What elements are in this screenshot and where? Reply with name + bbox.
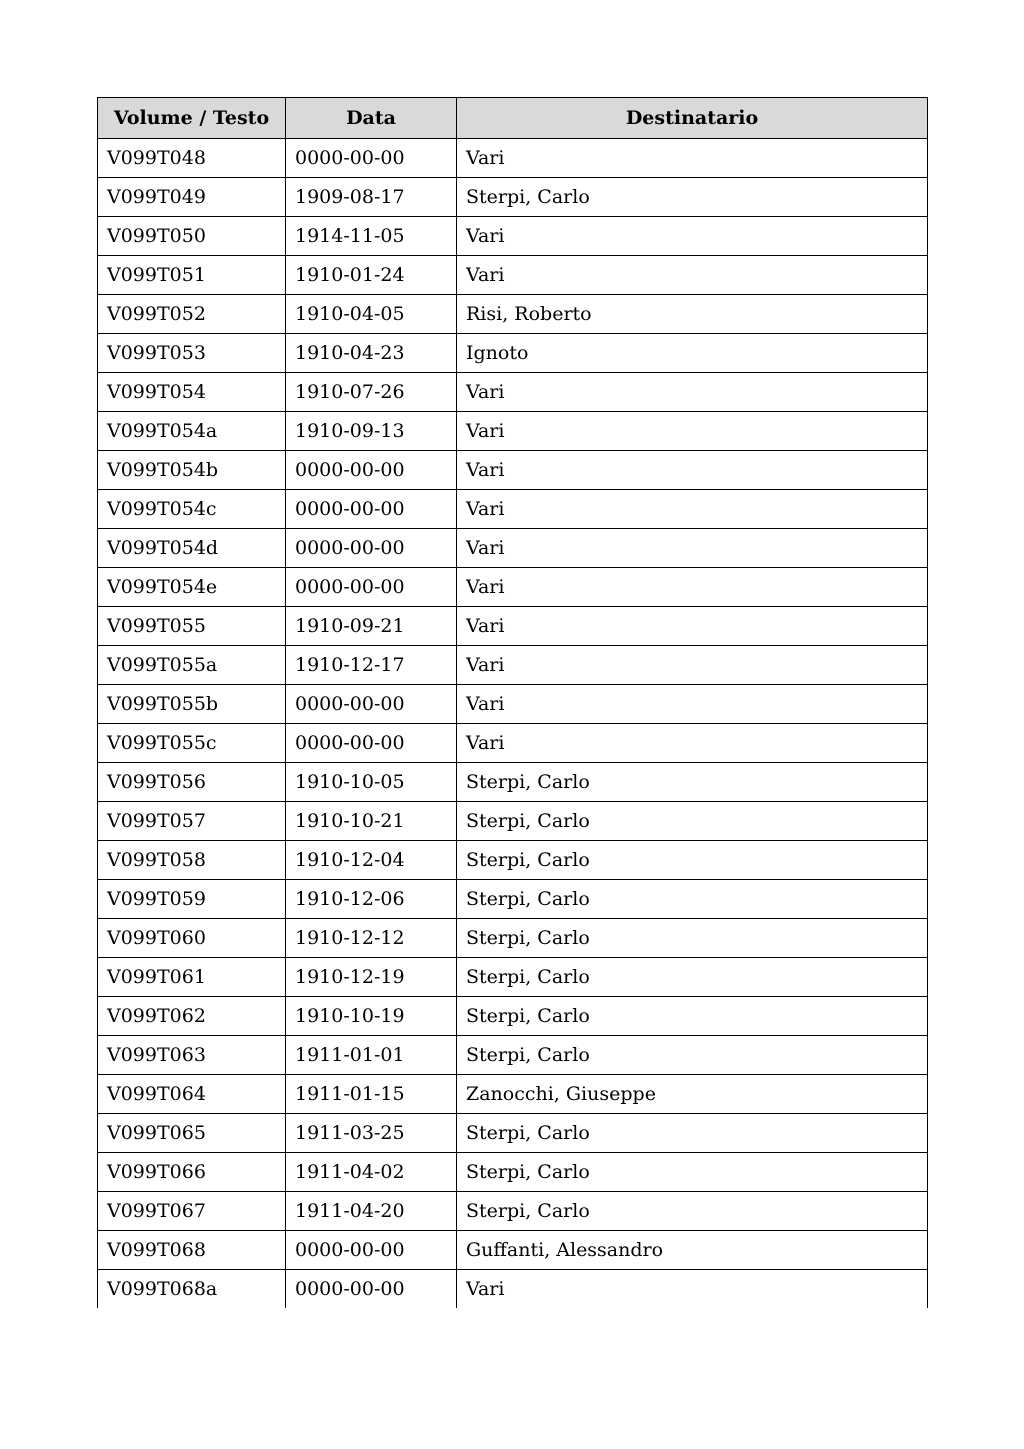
cell-volume-testo: V099T052 bbox=[98, 295, 286, 334]
cell-data: 0000-00-00 bbox=[286, 724, 457, 763]
table-row bbox=[98, 451, 928, 490]
table-row bbox=[98, 646, 928, 685]
table-row bbox=[98, 373, 928, 412]
table-row bbox=[98, 1192, 928, 1231]
table-row bbox=[98, 997, 928, 1036]
table-header-row bbox=[98, 98, 928, 139]
cell-data: 1910-10-19 bbox=[286, 997, 457, 1036]
cell-data: 0000-00-00 bbox=[286, 685, 457, 724]
cell-volume-testo: V099T060 bbox=[98, 919, 286, 958]
cell-volume-testo: V099T054a bbox=[98, 412, 286, 451]
cell-destinatario: Vari bbox=[457, 607, 928, 646]
cell-data: 0000-00-00 bbox=[286, 1270, 457, 1309]
cell-destinatario: Sterpi, Carlo bbox=[457, 1114, 928, 1153]
cell-destinatario: Vari bbox=[457, 1270, 928, 1309]
table-row bbox=[98, 1270, 928, 1309]
cell-volume-testo: V099T063 bbox=[98, 1036, 286, 1075]
cell-destinatario: Sterpi, Carlo bbox=[457, 178, 928, 217]
cell-volume-testo: V099T049 bbox=[98, 178, 286, 217]
table-row bbox=[98, 1114, 928, 1153]
cell-data: 0000-00-00 bbox=[286, 139, 457, 178]
cell-data: 1910-09-13 bbox=[286, 412, 457, 451]
cell-destinatario: Vari bbox=[457, 724, 928, 763]
cell-volume-testo: V099T054e bbox=[98, 568, 286, 607]
table-row bbox=[98, 295, 928, 334]
cell-destinatario: Vari bbox=[457, 568, 928, 607]
table-row bbox=[98, 919, 928, 958]
cell-destinatario: Vari bbox=[457, 685, 928, 724]
cell-data: 1910-12-19 bbox=[286, 958, 457, 997]
cell-volume-testo: V099T062 bbox=[98, 997, 286, 1036]
cell-data: 1911-04-20 bbox=[286, 1192, 457, 1231]
cell-data: 1911-03-25 bbox=[286, 1114, 457, 1153]
cell-volume-testo: V099T065 bbox=[98, 1114, 286, 1153]
cell-data: 1914-11-05 bbox=[286, 217, 457, 256]
table-row bbox=[98, 841, 928, 880]
cell-volume-testo: V099T048 bbox=[98, 139, 286, 178]
cell-destinatario: Risi, Roberto bbox=[457, 295, 928, 334]
cell-volume-testo: V099T055 bbox=[98, 607, 286, 646]
column-header-destinatario: Destinatario bbox=[457, 98, 928, 139]
cell-destinatario: Sterpi, Carlo bbox=[457, 997, 928, 1036]
cell-volume-testo: V099T054b bbox=[98, 451, 286, 490]
cell-destinatario: Sterpi, Carlo bbox=[457, 1036, 928, 1075]
document-page bbox=[97, 97, 927, 1308]
table-body bbox=[98, 139, 928, 1309]
cell-volume-testo: V099T055b bbox=[98, 685, 286, 724]
cell-volume-testo: V099T053 bbox=[98, 334, 286, 373]
table-row bbox=[98, 1036, 928, 1075]
cell-destinatario: Vari bbox=[457, 529, 928, 568]
table-row bbox=[98, 1153, 928, 1192]
table-row bbox=[98, 217, 928, 256]
cell-data: 1910-12-06 bbox=[286, 880, 457, 919]
table-row bbox=[98, 685, 928, 724]
cell-destinatario: Vari bbox=[457, 646, 928, 685]
cell-destinatario: Sterpi, Carlo bbox=[457, 763, 928, 802]
column-header-volume-testo: Volume / Testo bbox=[98, 98, 286, 139]
table-row bbox=[98, 802, 928, 841]
cell-data: 1910-10-05 bbox=[286, 763, 457, 802]
cell-destinatario: Sterpi, Carlo bbox=[457, 1192, 928, 1231]
cell-data: 0000-00-00 bbox=[286, 490, 457, 529]
cell-destinatario: Vari bbox=[457, 490, 928, 529]
cell-destinatario: Sterpi, Carlo bbox=[457, 1153, 928, 1192]
cell-data: 1911-01-01 bbox=[286, 1036, 457, 1075]
table-row bbox=[98, 490, 928, 529]
cell-volume-testo: V099T056 bbox=[98, 763, 286, 802]
cell-data: 1910-04-05 bbox=[286, 295, 457, 334]
cell-destinatario: Sterpi, Carlo bbox=[457, 919, 928, 958]
table-row bbox=[98, 958, 928, 997]
table-row bbox=[98, 607, 928, 646]
cell-data: 0000-00-00 bbox=[286, 451, 457, 490]
cell-destinatario: Sterpi, Carlo bbox=[457, 841, 928, 880]
cell-destinatario: Sterpi, Carlo bbox=[457, 958, 928, 997]
cell-volume-testo: V099T059 bbox=[98, 880, 286, 919]
cell-data: 1910-07-26 bbox=[286, 373, 457, 412]
cell-data: 1910-04-23 bbox=[286, 334, 457, 373]
cell-volume-testo: V099T068 bbox=[98, 1231, 286, 1270]
cell-volume-testo: V099T068a bbox=[98, 1270, 286, 1309]
table-row bbox=[98, 1231, 928, 1270]
table-row bbox=[98, 412, 928, 451]
cell-data: 1910-12-17 bbox=[286, 646, 457, 685]
cell-destinatario: Vari bbox=[457, 451, 928, 490]
cell-volume-testo: V099T057 bbox=[98, 802, 286, 841]
table-row bbox=[98, 724, 928, 763]
cell-volume-testo: V099T067 bbox=[98, 1192, 286, 1231]
cell-volume-testo: V099T061 bbox=[98, 958, 286, 997]
cell-volume-testo: V099T064 bbox=[98, 1075, 286, 1114]
cell-data: 1911-04-02 bbox=[286, 1153, 457, 1192]
table-row bbox=[98, 1075, 928, 1114]
cell-volume-testo: V099T051 bbox=[98, 256, 286, 295]
cell-destinatario: Vari bbox=[457, 256, 928, 295]
table-row bbox=[98, 139, 928, 178]
cell-volume-testo: V099T055a bbox=[98, 646, 286, 685]
cell-data: 1909-08-17 bbox=[286, 178, 457, 217]
cell-destinatario: Guffanti, Alessandro bbox=[457, 1231, 928, 1270]
cell-data: 1910-09-21 bbox=[286, 607, 457, 646]
column-header-data: Data bbox=[286, 98, 457, 139]
table-row bbox=[98, 568, 928, 607]
cell-volume-testo: V099T066 bbox=[98, 1153, 286, 1192]
table-row bbox=[98, 256, 928, 295]
cell-destinatario: Vari bbox=[457, 412, 928, 451]
cell-data: 1911-01-15 bbox=[286, 1075, 457, 1114]
table-row bbox=[98, 880, 928, 919]
cell-data: 1910-01-24 bbox=[286, 256, 457, 295]
letters-table bbox=[97, 97, 928, 1308]
table-row bbox=[98, 529, 928, 568]
cell-data: 0000-00-00 bbox=[286, 1231, 457, 1270]
cell-volume-testo: V099T054c bbox=[98, 490, 286, 529]
cell-volume-testo: V099T058 bbox=[98, 841, 286, 880]
cell-data: 1910-12-12 bbox=[286, 919, 457, 958]
table-row bbox=[98, 763, 928, 802]
cell-data: 0000-00-00 bbox=[286, 529, 457, 568]
cell-destinatario: Sterpi, Carlo bbox=[457, 802, 928, 841]
cell-destinatario: Zanocchi, Giuseppe bbox=[457, 1075, 928, 1114]
cell-volume-testo: V099T054d bbox=[98, 529, 286, 568]
cell-destinatario: Vari bbox=[457, 139, 928, 178]
cell-data: 0000-00-00 bbox=[286, 568, 457, 607]
cell-data: 1910-10-21 bbox=[286, 802, 457, 841]
cell-volume-testo: V099T054 bbox=[98, 373, 286, 412]
table-row bbox=[98, 178, 928, 217]
cell-volume-testo: V099T050 bbox=[98, 217, 286, 256]
cell-destinatario: Vari bbox=[457, 217, 928, 256]
cell-volume-testo: V099T055c bbox=[98, 724, 286, 763]
table-row bbox=[98, 334, 928, 373]
cell-data: 1910-12-04 bbox=[286, 841, 457, 880]
cell-destinatario: Sterpi, Carlo bbox=[457, 880, 928, 919]
cell-destinatario: Ignoto bbox=[457, 334, 928, 373]
cell-destinatario: Vari bbox=[457, 373, 928, 412]
